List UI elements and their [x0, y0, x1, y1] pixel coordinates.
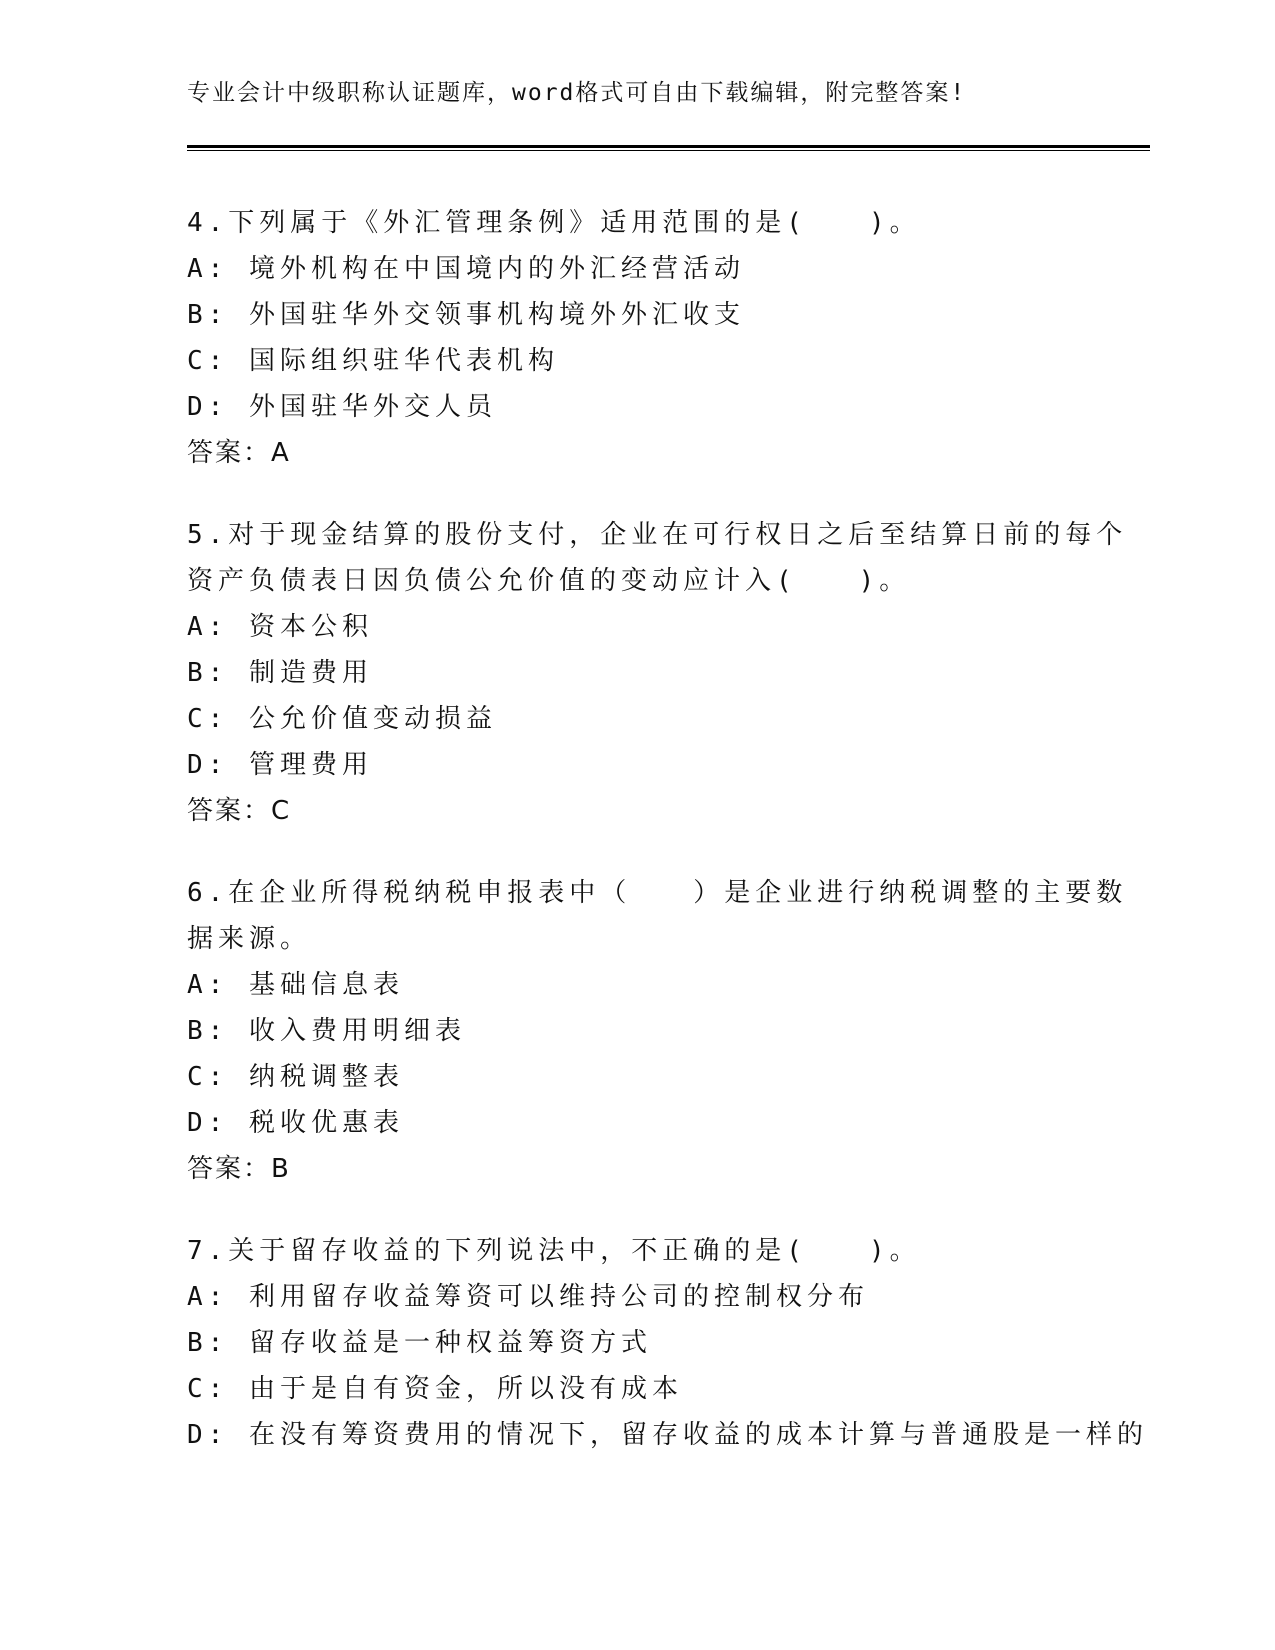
option-c: C: 公允价值变动损益 [187, 704, 497, 734]
page-header: 专业会计中级职称认证题库，word格式可自由下载编辑，附完整答案! [187, 80, 967, 106]
question-stem: 5.对于现金结算的股份支付，企业在可行权日之后至结算日前的每个 [187, 520, 1128, 550]
option-a: A: 境外机构在中国境内的外汇经营活动 [187, 254, 745, 284]
question-stem: 7.关于留存收益的下列说法中，不正确的是( )。 [187, 1236, 921, 1266]
option-b: B: 外国驻华外交领事机构境外外汇收支 [187, 300, 745, 330]
option-b: B: 制造费用 [187, 658, 373, 688]
header-rule-thin [187, 150, 1150, 151]
option-b: B: 留存收益是一种权益筹资方式 [187, 1328, 652, 1358]
option-c: C: 由于是自有资金，所以没有成本 [187, 1374, 683, 1404]
option-a: A: 利用留存收益筹资可以维持公司的控制权分布 [187, 1282, 869, 1312]
option-b: B: 收入费用明细表 [187, 1016, 466, 1046]
header-rule-thick [187, 145, 1150, 148]
option-a: A: 基础信息表 [187, 970, 404, 1000]
answer: 答案：A [187, 438, 291, 468]
question-6 [187, 870, 1128, 1192]
question-4 [187, 200, 1087, 476]
option-d: D: 外国驻华外交人员 [187, 392, 497, 422]
option-d: D: 在没有筹资费用的情况下，留存收益的成本计算与普通股是一样的 [187, 1420, 1148, 1450]
option-c: C: 纳税调整表 [187, 1062, 404, 1092]
question-stem: 6.在企业所得税纳税申报表中（ ）是企业进行纳税调整的主要数 [187, 878, 1128, 908]
question-stem-continued: 资产负债表日因负债公允价值的变动应计入( )。 [187, 566, 911, 596]
question-list [187, 200, 1148, 1494]
option-c: C: 国际组织驻华代表机构 [187, 346, 559, 376]
question-5 [187, 512, 1128, 834]
option-d: D: 管理费用 [187, 750, 373, 780]
option-d: D: 税收优惠表 [187, 1108, 404, 1138]
question-stem-continued: 据来源。 [187, 924, 312, 954]
answer: 答案：B [187, 1154, 291, 1184]
answer: 答案：C [187, 796, 292, 826]
question-7 [187, 1228, 1148, 1458]
question-stem: 4.下列属于《外汇管理条例》适用范围的是( )。 [187, 208, 921, 238]
option-a: A: 资本公积 [187, 612, 373, 642]
